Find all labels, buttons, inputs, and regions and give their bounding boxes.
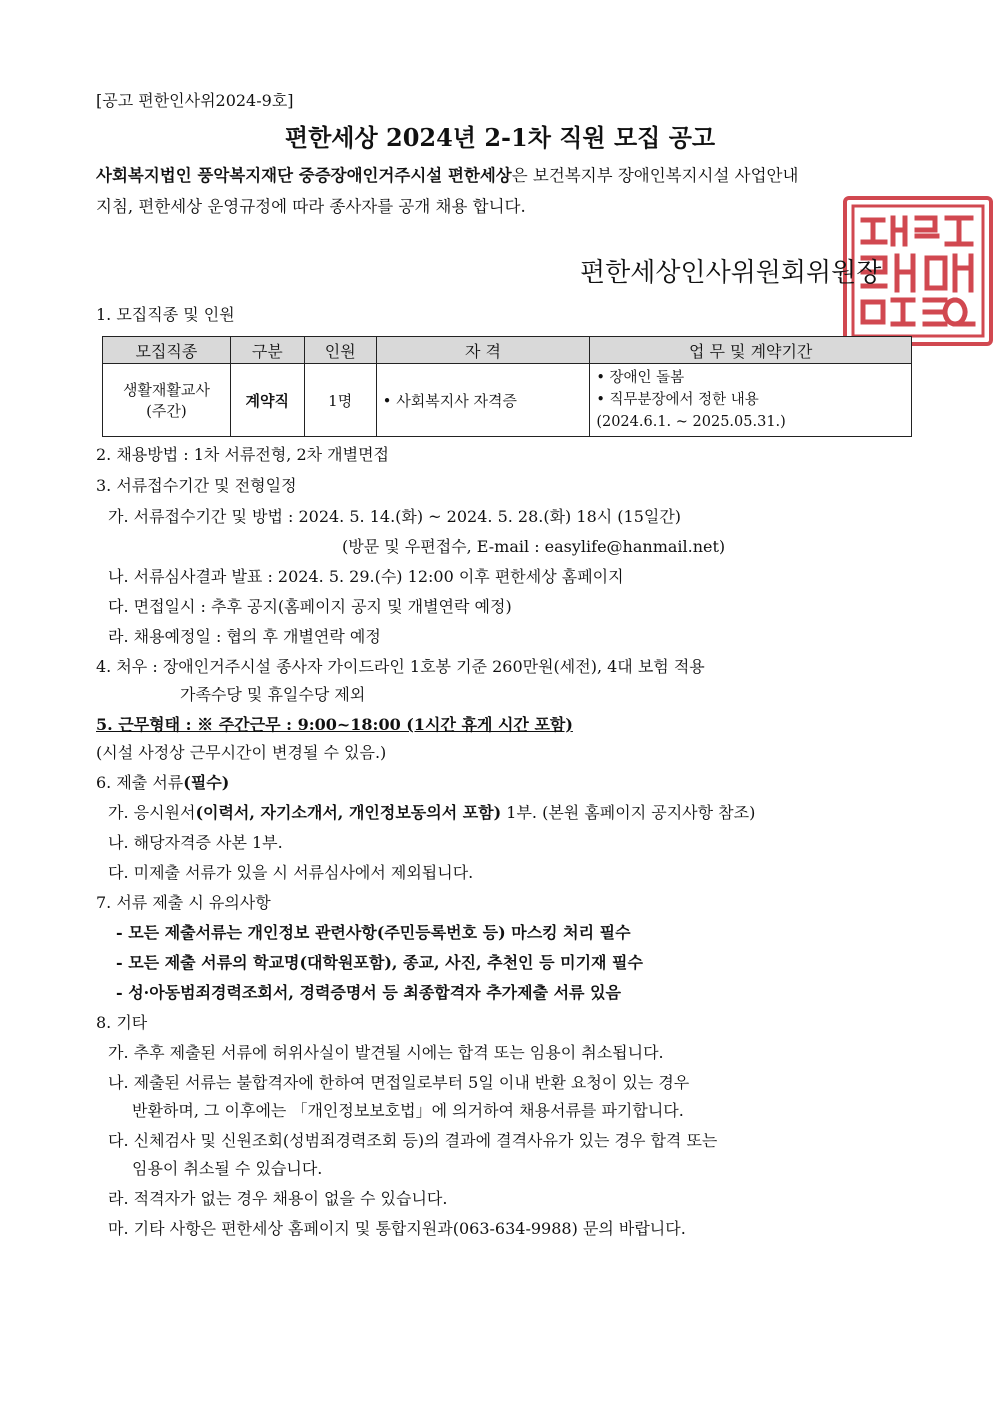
duty-item: • 직무분장에서 정한 내용 <box>596 392 759 408</box>
job-title: 생활재활교사 <box>122 381 210 399</box>
job-cell <box>103 364 231 437</box>
section-7-item: - 성·아동범죄경력조회서, 경력증명서 등 최종합격자 추가제출 서류 있음 <box>116 983 621 1002</box>
headcount-cell: 1명 <box>304 364 376 437</box>
signer-name: 편한세상인사위원회위원장 <box>580 258 882 288</box>
section-5-line2: (시설 사정상 근무시간이 변경될 수 있음.) <box>96 743 387 762</box>
section-6-ga-a: 가. 응시원서 <box>108 803 196 822</box>
section-8-da2: 임용이 취소될 수 있습니다. <box>132 1159 323 1178</box>
employment-type-cell: 계약직 <box>230 364 304 437</box>
section-4-line1: 4. 처우 : 장애인거주시설 종사자 가이드라인 1호봉 기준 260만원(세전), 4대 보험 적용 <box>96 657 705 676</box>
qualification-cell: • 사회복지사 자격증 <box>376 364 590 437</box>
duty-cell <box>590 364 912 437</box>
section-8-heading: 8. 기타 <box>96 1013 148 1032</box>
intro-text-2: 지침, 편한세상 운영규정에 따라 종사자를 공개 채용 합니다. <box>96 197 526 216</box>
section-3-ga-cont: (방문 및 우편접수, E-mail : easylife@hanmail.net) <box>342 537 726 556</box>
section-3-da: 다. 면접일시 : 추후 공지(홈페이지 공지 및 개별연락 예정) <box>108 597 512 616</box>
section-6-ga <box>108 800 755 823</box>
table-header: 자 격 <box>376 337 590 364</box>
table-header: 업 무 및 계약기간 <box>590 337 912 364</box>
contract-period: (2024.6.1. ~ 2025.05.31.) <box>596 414 786 430</box>
section-3-heading: 3. 서류접수기간 및 전형일정 <box>96 476 297 495</box>
table-header-row <box>103 337 912 364</box>
table-row <box>103 364 912 437</box>
section-6-ga-b: 1부. (본원 홈페이지 공지사항 참조) <box>501 803 756 822</box>
section-8-da1: 다. 신체검사 및 신원조회(성범죄경력조회 등)의 결과에 결격사유가 있는 경우 합격 또는 <box>108 1131 718 1150</box>
section-1-heading: 1. 모집직종 및 인원 <box>96 305 235 324</box>
recruitment-table <box>102 336 912 437</box>
section-4-line2: 가족수당 및 휴일수당 제외 <box>180 685 366 704</box>
table-header: 인원 <box>304 337 376 364</box>
section-3-na: 나. 서류심사결과 발표 : 2024. 5. 29.(수) 12:00 이후 편한세상 홈페이지 <box>108 567 624 586</box>
section-7-item: - 모든 제출 서류의 학교명(대학원포함), 종교, 사진, 추천인 등 미기재 필수 <box>116 953 643 972</box>
section-6-na: 나. 해당자격증 사본 1부. <box>108 833 283 852</box>
section-8-ma: 마. 기타 사항은 편한세상 홈페이지 및 통합지원과(063-634-9988) 문의 바랍니다. <box>108 1219 686 1238</box>
intro-paragraph <box>96 160 926 222</box>
section-3-ra: 라. 채용예정일 : 협의 후 개별연락 예정 <box>108 627 381 646</box>
duty-item: • 장애인 돌봄 <box>596 370 685 386</box>
section-6-ga-bold: (이력서, 자기소개서, 개인정보동의서 포함) <box>195 803 502 822</box>
intro-text-1: 은 보건복지부 장애인복지시설 사업안내 <box>511 166 799 185</box>
notice-number: [공고 편한인사위2024-9호] <box>96 91 294 110</box>
section-7-heading: 7. 서류 제출 시 유의사항 <box>96 893 271 912</box>
section-8-ga: 가. 추후 제출된 서류에 허위사실이 발견될 시에는 합격 또는 임용이 취소됩니다. <box>108 1043 664 1062</box>
section-7-item: - 모든 제출서류는 개인정보 관련사항(주민등록번호 등) 마스킹 처리 필수 <box>116 923 631 942</box>
section-8-ra: 라. 적격자가 없는 경우 채용이 없을 수 있습니다. <box>108 1189 448 1208</box>
table-header: 모집직종 <box>103 337 231 364</box>
section-6-heading-text: 6. 제출 서류 <box>96 773 184 792</box>
table-header: 구분 <box>230 337 304 364</box>
job-shift: (주간) <box>146 402 187 420</box>
section-6-heading <box>96 770 229 793</box>
section-8-na2: 반환하며, 그 이후에는 「개인정보보호법」에 의거하여 채용서류를 파기합니다. <box>132 1101 684 1120</box>
section-5-line1: 5. 근무형태 : ※ 주간근무 : 9:00~18:00 (1시간 휴게 시간 포함) <box>96 715 573 734</box>
section-2-text: 2. 채용방법 : 1차 서류전형, 2차 개별면접 <box>96 445 390 464</box>
section-6-required: (필수) <box>183 773 230 792</box>
section-3-ga: 가. 서류접수기간 및 방법 : 2024. 5. 14.(화) ~ 2024. 5. 28.(화) 18시 (15일간) <box>108 507 682 526</box>
section-6-da: 다. 미제출 서류가 있을 시 서류심사에서 제외됩니다. <box>108 863 474 882</box>
intro-org-name: 사회복지법인 풍악복지재단 중증장애인거주시설 편한세상 <box>96 166 512 185</box>
section-8-na1: 나. 제출된 서류는 불합격자에 한하여 면접일로부터 5일 이내 반환 요청이 있는 경우 <box>108 1073 690 1092</box>
page-title: 편한세상 2024년 2-1차 직원 모집 공고 <box>284 123 716 152</box>
